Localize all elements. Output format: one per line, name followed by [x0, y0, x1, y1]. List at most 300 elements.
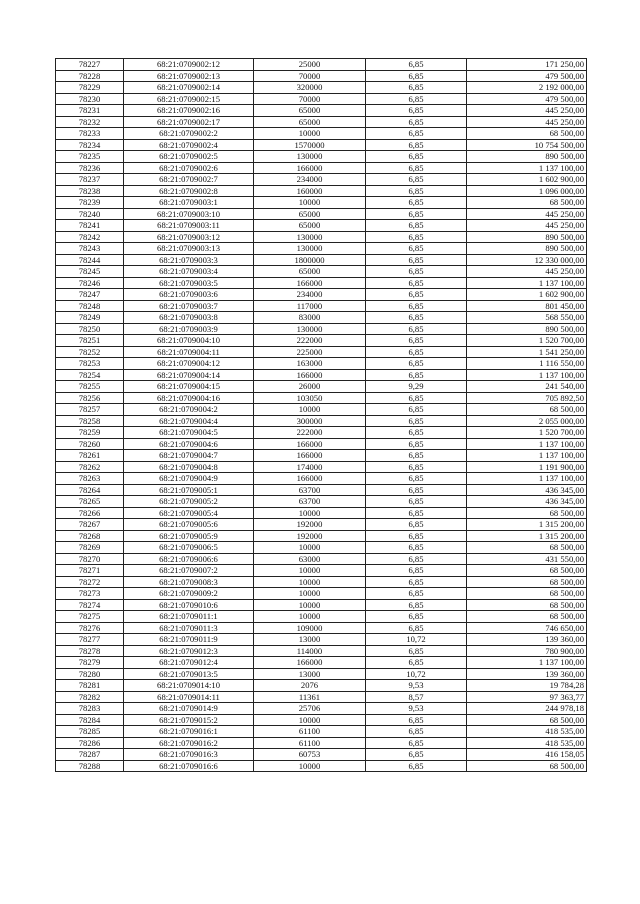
rate-cell: 6,85 [366, 496, 467, 508]
row-number-cell: 78266 [56, 507, 124, 519]
rate-cell: 6,85 [366, 220, 467, 232]
cadastral-number-cell: 68:21:0709002:5 [124, 151, 254, 163]
document-page [55, 58, 586, 772]
rate-cell: 6,85 [366, 174, 467, 186]
area-cell: 130000 [254, 151, 366, 163]
cadastral-number-cell: 68:21:0709014:10 [124, 680, 254, 692]
row-number-cell: 78278 [56, 645, 124, 657]
area-cell: 83000 [254, 312, 366, 324]
amount-cell: 479 500,00 [467, 93, 587, 105]
rate-cell: 6,85 [366, 323, 467, 335]
rate-cell: 6,85 [366, 162, 467, 174]
cadastral-number-cell: 68:21:0709016:2 [124, 737, 254, 749]
row-number-cell: 78281 [56, 680, 124, 692]
area-cell: 174000 [254, 461, 366, 473]
amount-cell: 1 602 900,00 [467, 174, 587, 186]
amount-cell: 890 500,00 [467, 231, 587, 243]
rate-cell: 6,85 [366, 59, 467, 71]
table-row [56, 553, 587, 565]
amount-cell: 244 978,18 [467, 703, 587, 715]
amount-cell: 1 315 200,00 [467, 530, 587, 542]
row-number-cell: 78251 [56, 335, 124, 347]
area-cell: 166000 [254, 450, 366, 462]
rate-cell: 6,85 [366, 622, 467, 634]
cadastral-number-cell: 68:21:0709003:7 [124, 300, 254, 312]
amount-cell: 97 363,77 [467, 691, 587, 703]
row-number-cell: 78267 [56, 519, 124, 531]
amount-cell: 416 158,05 [467, 749, 587, 761]
rate-cell: 6,85 [366, 530, 467, 542]
cadastral-number-cell: 68:21:0709009:2 [124, 588, 254, 600]
rate-cell: 6,85 [366, 289, 467, 301]
rate-cell: 6,85 [366, 346, 467, 358]
amount-cell: 139 360,00 [467, 634, 587, 646]
cadastral-number-cell: 68:21:0709011:3 [124, 622, 254, 634]
area-cell: 166000 [254, 438, 366, 450]
table-row [56, 128, 587, 140]
amount-cell: 68 500,00 [467, 128, 587, 140]
amount-cell: 1 137 100,00 [467, 162, 587, 174]
rate-cell: 10,72 [366, 668, 467, 680]
cadastral-number-cell: 68:21:0709004:11 [124, 346, 254, 358]
area-cell: 103050 [254, 392, 366, 404]
rate-cell: 6,85 [366, 243, 467, 255]
cadastral-number-cell: 68:21:0709005:4 [124, 507, 254, 519]
amount-cell: 445 250,00 [467, 208, 587, 220]
table-row [56, 392, 587, 404]
amount-cell: 68 500,00 [467, 542, 587, 554]
cadastral-number-cell: 68:21:0709013:5 [124, 668, 254, 680]
area-cell: 166000 [254, 277, 366, 289]
area-cell: 10000 [254, 542, 366, 554]
rate-cell: 9,53 [366, 680, 467, 692]
row-number-cell: 78230 [56, 93, 124, 105]
amount-cell: 445 250,00 [467, 266, 587, 278]
table-row [56, 70, 587, 82]
cadastral-number-cell: 68:21:0709006:6 [124, 553, 254, 565]
row-number-cell: 78263 [56, 473, 124, 485]
row-number-cell: 78232 [56, 116, 124, 128]
amount-cell: 436 345,00 [467, 484, 587, 496]
cadastral-number-cell: 68:21:0709002:12 [124, 59, 254, 71]
row-number-cell: 78280 [56, 668, 124, 680]
table-row [56, 749, 587, 761]
table-row [56, 381, 587, 393]
cadastral-number-cell: 68:21:0709003:5 [124, 277, 254, 289]
cadastral-number-cell: 68:21:0709004:12 [124, 358, 254, 370]
amount-cell: 68 500,00 [467, 611, 587, 623]
cadastral-number-cell: 68:21:0709004:9 [124, 473, 254, 485]
row-number-cell: 78286 [56, 737, 124, 749]
table-body [56, 59, 587, 772]
row-number-cell: 78277 [56, 634, 124, 646]
rate-cell: 6,85 [366, 599, 467, 611]
row-number-cell: 78249 [56, 312, 124, 324]
amount-cell: 68 500,00 [467, 599, 587, 611]
rate-cell: 6,85 [366, 254, 467, 266]
row-number-cell: 78244 [56, 254, 124, 266]
cadastral-number-cell: 68:21:0709004:8 [124, 461, 254, 473]
area-cell: 166000 [254, 657, 366, 669]
cadastral-number-cell: 68:21:0709003:11 [124, 220, 254, 232]
cadastral-number-cell: 68:21:0709004:4 [124, 415, 254, 427]
table-row [56, 473, 587, 485]
area-cell: 222000 [254, 427, 366, 439]
amount-cell: 1 137 100,00 [467, 277, 587, 289]
area-cell: 130000 [254, 243, 366, 255]
rate-cell: 9,29 [366, 381, 467, 393]
row-number-cell: 78260 [56, 438, 124, 450]
table-row [56, 335, 587, 347]
table-row [56, 691, 587, 703]
row-number-cell: 78248 [56, 300, 124, 312]
rate-cell: 6,85 [366, 542, 467, 554]
rate-cell: 6,85 [366, 312, 467, 324]
area-cell: 70000 [254, 70, 366, 82]
rate-cell: 6,85 [366, 300, 467, 312]
table-row [56, 358, 587, 370]
amount-cell: 1 541 250,00 [467, 346, 587, 358]
area-cell: 10000 [254, 760, 366, 772]
area-cell: 10000 [254, 576, 366, 588]
amount-cell: 1 137 100,00 [467, 473, 587, 485]
amount-cell: 2 192 000,00 [467, 82, 587, 94]
amount-cell: 890 500,00 [467, 243, 587, 255]
amount-cell: 68 500,00 [467, 588, 587, 600]
table-row [56, 450, 587, 462]
amount-cell: 68 500,00 [467, 576, 587, 588]
amount-cell: 418 535,00 [467, 726, 587, 738]
cadastral-number-cell: 68:21:0709003:8 [124, 312, 254, 324]
table-row [56, 484, 587, 496]
amount-cell: 418 535,00 [467, 737, 587, 749]
rate-cell: 6,85 [366, 588, 467, 600]
table-row [56, 461, 587, 473]
rate-cell: 6,85 [366, 197, 467, 209]
row-number-cell: 78271 [56, 565, 124, 577]
area-cell: 61100 [254, 726, 366, 738]
table-row [56, 231, 587, 243]
row-number-cell: 78269 [56, 542, 124, 554]
amount-cell: 705 892,50 [467, 392, 587, 404]
cadastral-number-cell: 68:21:0709002:4 [124, 139, 254, 151]
area-cell: 13000 [254, 634, 366, 646]
rate-cell: 6,85 [366, 358, 467, 370]
cadastral-number-cell: 68:21:0709002:14 [124, 82, 254, 94]
amount-cell: 2 055 000,00 [467, 415, 587, 427]
area-cell: 10000 [254, 588, 366, 600]
row-number-cell: 78235 [56, 151, 124, 163]
amount-cell: 68 500,00 [467, 404, 587, 416]
row-number-cell: 78254 [56, 369, 124, 381]
cadastral-number-cell: 68:21:0709003:6 [124, 289, 254, 301]
cadastral-number-cell: 68:21:0709003:12 [124, 231, 254, 243]
row-number-cell: 78252 [56, 346, 124, 358]
rate-cell: 6,85 [366, 185, 467, 197]
amount-cell: 445 250,00 [467, 105, 587, 117]
amount-cell: 12 330 000,00 [467, 254, 587, 266]
area-cell: 10000 [254, 507, 366, 519]
amount-cell: 139 360,00 [467, 668, 587, 680]
cadastral-number-cell: 68:21:0709003:4 [124, 266, 254, 278]
cadastral-number-cell: 68:21:0709012:4 [124, 657, 254, 669]
amount-cell: 436 345,00 [467, 496, 587, 508]
cadastral-number-cell: 68:21:0709004:16 [124, 392, 254, 404]
row-number-cell: 78261 [56, 450, 124, 462]
cadastral-number-cell: 68:21:0709005:6 [124, 519, 254, 531]
cadastral-number-cell: 68:21:0709002:13 [124, 70, 254, 82]
rate-cell: 6,85 [366, 128, 467, 140]
rate-cell: 6,85 [366, 461, 467, 473]
row-number-cell: 78247 [56, 289, 124, 301]
amount-cell: 1 520 700,00 [467, 427, 587, 439]
row-number-cell: 78272 [56, 576, 124, 588]
rate-cell: 8,57 [366, 691, 467, 703]
row-number-cell: 78283 [56, 703, 124, 715]
row-number-cell: 78243 [56, 243, 124, 255]
rate-cell: 6,85 [366, 335, 467, 347]
area-cell: 163000 [254, 358, 366, 370]
amount-cell: 68 500,00 [467, 197, 587, 209]
rate-cell: 6,85 [366, 760, 467, 772]
area-cell: 25706 [254, 703, 366, 715]
cadastral-number-cell: 68:21:0709005:1 [124, 484, 254, 496]
table-row [56, 737, 587, 749]
area-cell: 10000 [254, 714, 366, 726]
area-cell: 320000 [254, 82, 366, 94]
row-number-cell: 78279 [56, 657, 124, 669]
table-row [56, 323, 587, 335]
row-number-cell: 78241 [56, 220, 124, 232]
table-row [56, 312, 587, 324]
cadastral-number-cell: 68:21:0709016:3 [124, 749, 254, 761]
rate-cell: 6,85 [366, 553, 467, 565]
amount-cell: 10 754 500,00 [467, 139, 587, 151]
table-row [56, 243, 587, 255]
table-row [56, 116, 587, 128]
amount-cell: 171 250,00 [467, 59, 587, 71]
amount-cell: 431 550,00 [467, 553, 587, 565]
cadastral-number-cell: 68:21:0709005:2 [124, 496, 254, 508]
row-number-cell: 78276 [56, 622, 124, 634]
rate-cell: 6,85 [366, 404, 467, 416]
rate-cell: 6,85 [366, 70, 467, 82]
cadastral-number-cell: 68:21:0709002:17 [124, 116, 254, 128]
area-cell: 65000 [254, 116, 366, 128]
data-table [55, 58, 587, 772]
area-cell: 192000 [254, 530, 366, 542]
rate-cell: 6,85 [366, 507, 467, 519]
area-cell: 60753 [254, 749, 366, 761]
table-row [56, 254, 587, 266]
area-cell: 130000 [254, 323, 366, 335]
cadastral-number-cell: 68:21:0709003:3 [124, 254, 254, 266]
area-cell: 166000 [254, 162, 366, 174]
table-row [56, 174, 587, 186]
row-number-cell: 78229 [56, 82, 124, 94]
area-cell: 10000 [254, 599, 366, 611]
cadastral-number-cell: 68:21:0709002:15 [124, 93, 254, 105]
amount-cell: 1 191 900,00 [467, 461, 587, 473]
area-cell: 225000 [254, 346, 366, 358]
table-row [56, 530, 587, 542]
rate-cell: 6,85 [366, 82, 467, 94]
area-cell: 10000 [254, 404, 366, 416]
table-row [56, 588, 587, 600]
row-number-cell: 78253 [56, 358, 124, 370]
rate-cell: 6,85 [366, 415, 467, 427]
area-cell: 1800000 [254, 254, 366, 266]
table-row [56, 519, 587, 531]
amount-cell: 68 500,00 [467, 714, 587, 726]
area-cell: 130000 [254, 231, 366, 243]
rate-cell: 6,85 [366, 266, 467, 278]
cadastral-number-cell: 68:21:0709004:15 [124, 381, 254, 393]
row-number-cell: 78264 [56, 484, 124, 496]
amount-cell: 746 650,00 [467, 622, 587, 634]
amount-cell: 801 450,00 [467, 300, 587, 312]
table-row [56, 151, 587, 163]
table-row [56, 611, 587, 623]
rate-cell: 6,85 [366, 645, 467, 657]
table-row [56, 197, 587, 209]
rate-cell: 6,85 [366, 208, 467, 220]
area-cell: 65000 [254, 105, 366, 117]
row-number-cell: 78255 [56, 381, 124, 393]
area-cell: 65000 [254, 220, 366, 232]
cadastral-number-cell: 68:21:0709004:10 [124, 335, 254, 347]
table-row [56, 369, 587, 381]
amount-cell: 1 602 900,00 [467, 289, 587, 301]
area-cell: 10000 [254, 565, 366, 577]
row-number-cell: 78239 [56, 197, 124, 209]
row-number-cell: 78233 [56, 128, 124, 140]
table-row [56, 289, 587, 301]
amount-cell: 1 520 700,00 [467, 335, 587, 347]
rate-cell: 6,85 [366, 749, 467, 761]
table-row [56, 105, 587, 117]
rate-cell: 9,53 [366, 703, 467, 715]
table-row [56, 565, 587, 577]
cadastral-number-cell: 68:21:0709010:6 [124, 599, 254, 611]
row-number-cell: 78256 [56, 392, 124, 404]
table-row [56, 208, 587, 220]
table-row [56, 634, 587, 646]
row-number-cell: 78246 [56, 277, 124, 289]
area-cell: 10000 [254, 197, 366, 209]
row-number-cell: 78274 [56, 599, 124, 611]
amount-cell: 241 540,00 [467, 381, 587, 393]
table-row [56, 438, 587, 450]
area-cell: 166000 [254, 369, 366, 381]
row-number-cell: 78273 [56, 588, 124, 600]
area-cell: 25000 [254, 59, 366, 71]
area-cell: 117000 [254, 300, 366, 312]
rate-cell: 6,85 [366, 576, 467, 588]
row-number-cell: 78231 [56, 105, 124, 117]
row-number-cell: 78287 [56, 749, 124, 761]
area-cell: 300000 [254, 415, 366, 427]
cadastral-number-cell: 68:21:0709011:9 [124, 634, 254, 646]
row-number-cell: 78268 [56, 530, 124, 542]
area-cell: 2076 [254, 680, 366, 692]
row-number-cell: 78285 [56, 726, 124, 738]
cadastral-number-cell: 68:21:0709011:1 [124, 611, 254, 623]
cadastral-number-cell: 68:21:0709004:7 [124, 450, 254, 462]
row-number-cell: 78234 [56, 139, 124, 151]
table-row [56, 59, 587, 71]
rate-cell: 6,85 [366, 151, 467, 163]
rate-cell: 6,85 [366, 139, 467, 151]
table-row [56, 415, 587, 427]
amount-cell: 1 137 100,00 [467, 369, 587, 381]
amount-cell: 445 250,00 [467, 116, 587, 128]
table-row [56, 93, 587, 105]
area-cell: 109000 [254, 622, 366, 634]
area-cell: 192000 [254, 519, 366, 531]
rate-cell: 6,85 [366, 438, 467, 450]
cadastral-number-cell: 68:21:0709008:3 [124, 576, 254, 588]
table-row [56, 82, 587, 94]
amount-cell: 68 500,00 [467, 565, 587, 577]
cadastral-number-cell: 68:21:0709007:2 [124, 565, 254, 577]
cadastral-number-cell: 68:21:0709015:2 [124, 714, 254, 726]
table-row [56, 162, 587, 174]
area-cell: 160000 [254, 185, 366, 197]
row-number-cell: 78227 [56, 59, 124, 71]
table-row [56, 507, 587, 519]
row-number-cell: 78258 [56, 415, 124, 427]
row-number-cell: 78236 [56, 162, 124, 174]
amount-cell: 1 137 100,00 [467, 438, 587, 450]
row-number-cell: 78265 [56, 496, 124, 508]
rate-cell: 6,85 [366, 473, 467, 485]
row-number-cell: 78275 [56, 611, 124, 623]
rate-cell: 6,85 [366, 231, 467, 243]
area-cell: 65000 [254, 208, 366, 220]
amount-cell: 780 900,00 [467, 645, 587, 657]
amount-cell: 1 137 100,00 [467, 450, 587, 462]
rate-cell: 6,85 [366, 565, 467, 577]
cadastral-number-cell: 68:21:0709003:1 [124, 197, 254, 209]
amount-cell: 890 500,00 [467, 323, 587, 335]
table-row [56, 185, 587, 197]
cadastral-number-cell: 68:21:0709003:13 [124, 243, 254, 255]
rate-cell: 6,85 [366, 611, 467, 623]
table-row [56, 680, 587, 692]
area-cell: 61100 [254, 737, 366, 749]
row-number-cell: 78228 [56, 70, 124, 82]
rate-cell: 6,85 [366, 657, 467, 669]
rate-cell: 6,85 [366, 369, 467, 381]
table-row [56, 266, 587, 278]
cadastral-number-cell: 68:21:0709002:7 [124, 174, 254, 186]
cadastral-number-cell: 68:21:0709014:9 [124, 703, 254, 715]
row-number-cell: 78237 [56, 174, 124, 186]
area-cell: 70000 [254, 93, 366, 105]
row-number-cell: 78240 [56, 208, 124, 220]
cadastral-number-cell: 68:21:0709005:9 [124, 530, 254, 542]
cadastral-number-cell: 68:21:0709002:6 [124, 162, 254, 174]
amount-cell: 1 096 000,00 [467, 185, 587, 197]
table-row [56, 404, 587, 416]
cadastral-number-cell: 68:21:0709016:1 [124, 726, 254, 738]
area-cell: 166000 [254, 473, 366, 485]
amount-cell: 68 500,00 [467, 760, 587, 772]
table-row [56, 645, 587, 657]
cadastral-number-cell: 68:21:0709003:10 [124, 208, 254, 220]
area-cell: 13000 [254, 668, 366, 680]
